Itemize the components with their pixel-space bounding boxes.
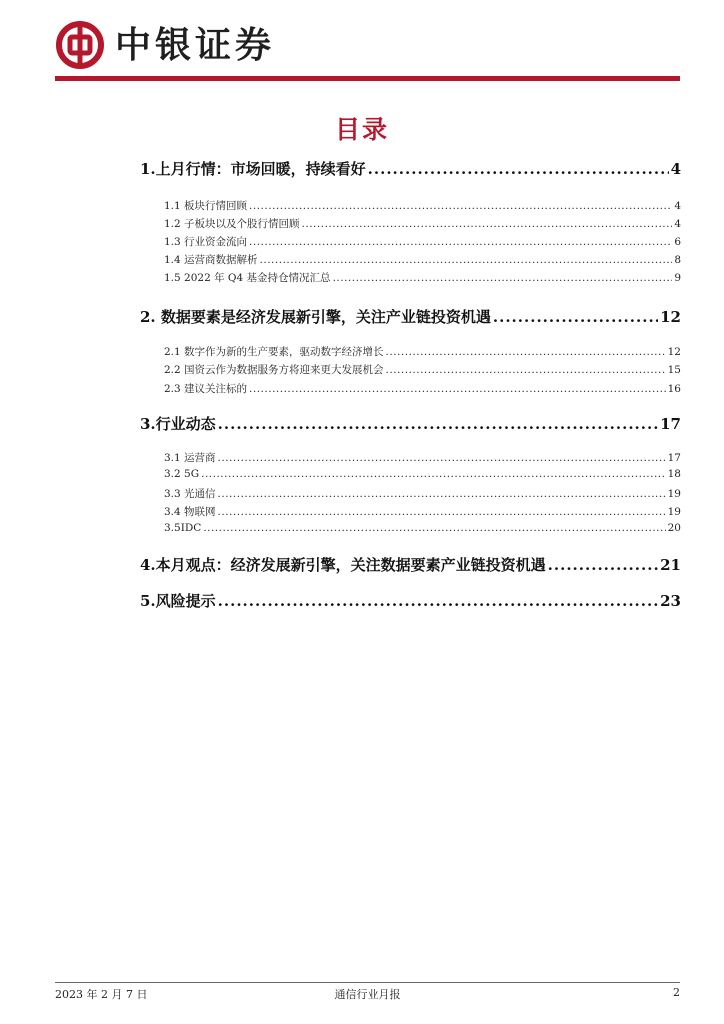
toc-leader-dots: [218, 488, 666, 500]
toc-entry-page: 9: [674, 272, 681, 284]
toc-entry-page: 18: [667, 468, 681, 480]
toc-entry-label: 5.风险提示: [140, 592, 216, 610]
toc-entry-label: 3.3 光通信: [164, 488, 216, 500]
toc-leader-dots: [386, 364, 666, 376]
toc-entry-1-1[interactable]: [140, 198, 681, 213]
report-date: 2023 年 2 月 7 日: [55, 988, 148, 1001]
toc-entry-page: 12: [667, 346, 681, 358]
toc-entry-3-5[interactable]: [140, 522, 681, 534]
toc-entry-2-2[interactable]: [140, 362, 681, 377]
toc-entry-1-3[interactable]: [140, 234, 681, 249]
toc-entry-label: 2.1 数字作为新的生产要素，驱动数字经济增长: [164, 346, 384, 358]
toc-entry-page: 8: [674, 254, 681, 266]
toc-entry-3-4[interactable]: [140, 504, 681, 519]
toc-entry-page: 12: [660, 308, 681, 326]
toc-entry-page: 20: [667, 522, 681, 534]
toc-entry-page: 6: [674, 236, 681, 248]
toc-entry-page: 16: [667, 383, 681, 395]
toc-leader-dots: [218, 415, 658, 433]
toc-entry-label: 2.3 建议关注标的: [164, 383, 248, 395]
toc-entry-2-1[interactable]: [140, 344, 681, 359]
toc-entry-label: 3.2 5G: [164, 468, 200, 480]
toc-leader-dots: [201, 468, 666, 480]
toc-entry-4[interactable]: [140, 554, 681, 575]
toc-entry-label: 2.2 国资云作为数据服务方将迎来更大发展机会: [164, 364, 384, 376]
toc-leader-dots: [218, 592, 658, 610]
page-header: [55, 20, 680, 82]
bank-of-china-logo-icon: [55, 20, 105, 70]
toc-entry-page: 23: [660, 592, 681, 610]
toc-entry-label: 3.5IDC: [164, 522, 202, 534]
toc-entry-5[interactable]: [140, 590, 681, 611]
toc-entry-label: 4.本月观点：经济发展新引擎，关注数据要素产业链投资机遇: [140, 556, 546, 574]
toc-entry-2-3[interactable]: [140, 381, 681, 396]
toc-entry-label: 3.1 运营商: [164, 452, 216, 464]
toc-entry-label: 3.4 物联网: [164, 506, 216, 518]
toc-entry-page: 21: [660, 556, 681, 574]
toc-entry-1[interactable]: [140, 158, 681, 179]
toc-leader-dots: [386, 346, 666, 358]
toc-entry-page: 19: [667, 506, 681, 518]
report-name: 通信行业月报: [334, 988, 401, 1001]
page-number: 2: [673, 986, 680, 999]
toc-leader-dots: [302, 218, 673, 230]
toc-entry-1-4[interactable]: [140, 252, 681, 267]
toc-leader-dots: [548, 556, 658, 574]
toc-entry-3-3[interactable]: [140, 486, 681, 501]
toc-leader-dots: [368, 160, 669, 178]
toc-entry-page: 4: [674, 200, 681, 212]
toc-entry-1-5[interactable]: [140, 270, 681, 285]
toc-entry-label: 1.5 2022 年 Q4 基金持仓情况汇总: [164, 272, 331, 284]
toc-entry-page: 4: [674, 218, 681, 230]
toc-entry-label: 1.上月行情：市场回暖，持续看好: [140, 160, 366, 178]
toc-entry-label: 2. 数据要素是经济发展新引擎，关注产业链投资机遇: [140, 308, 491, 326]
toc-entry-label: 1.2 子板块以及个股行情回顾: [164, 218, 300, 230]
toc-leader-dots: [249, 383, 666, 395]
toc-entry-3-2[interactable]: [140, 468, 681, 480]
header-divider: [55, 76, 680, 81]
toc-entry-page: 17: [667, 452, 681, 464]
toc-leader-dots: [203, 522, 665, 534]
toc-leader-dots: [249, 200, 672, 212]
toc-entry-page: 19: [667, 488, 681, 500]
toc-leader-dots: [493, 308, 658, 326]
toc-entry-1-2[interactable]: [140, 216, 681, 231]
brand-name: 中银证券: [115, 25, 276, 66]
toc-entry-3[interactable]: [140, 413, 681, 434]
toc-leader-dots: [218, 452, 666, 464]
toc-entry-label: 1.3 行业资金流向: [164, 236, 248, 248]
toc-entry-label: 1.4 运营商数据解析: [164, 254, 258, 266]
toc-leader-dots: [249, 236, 672, 248]
toc-title: 目录: [334, 115, 389, 144]
toc-entry-page: 4: [670, 160, 681, 178]
toc-entry-page: 17: [660, 415, 681, 433]
footer-divider: [55, 982, 680, 983]
toc-leader-dots: [218, 506, 666, 518]
toc-leader-dots: [260, 254, 673, 266]
toc-leader-dots: [333, 272, 673, 284]
toc-entry-3-1[interactable]: [140, 450, 681, 465]
toc-entry-label: 3.行业动态: [140, 415, 216, 433]
toc-entry-page: 15: [667, 364, 681, 376]
toc-entry-label: 1.1 板块行情回顾: [164, 200, 248, 212]
toc-entry-2[interactable]: [140, 306, 681, 327]
